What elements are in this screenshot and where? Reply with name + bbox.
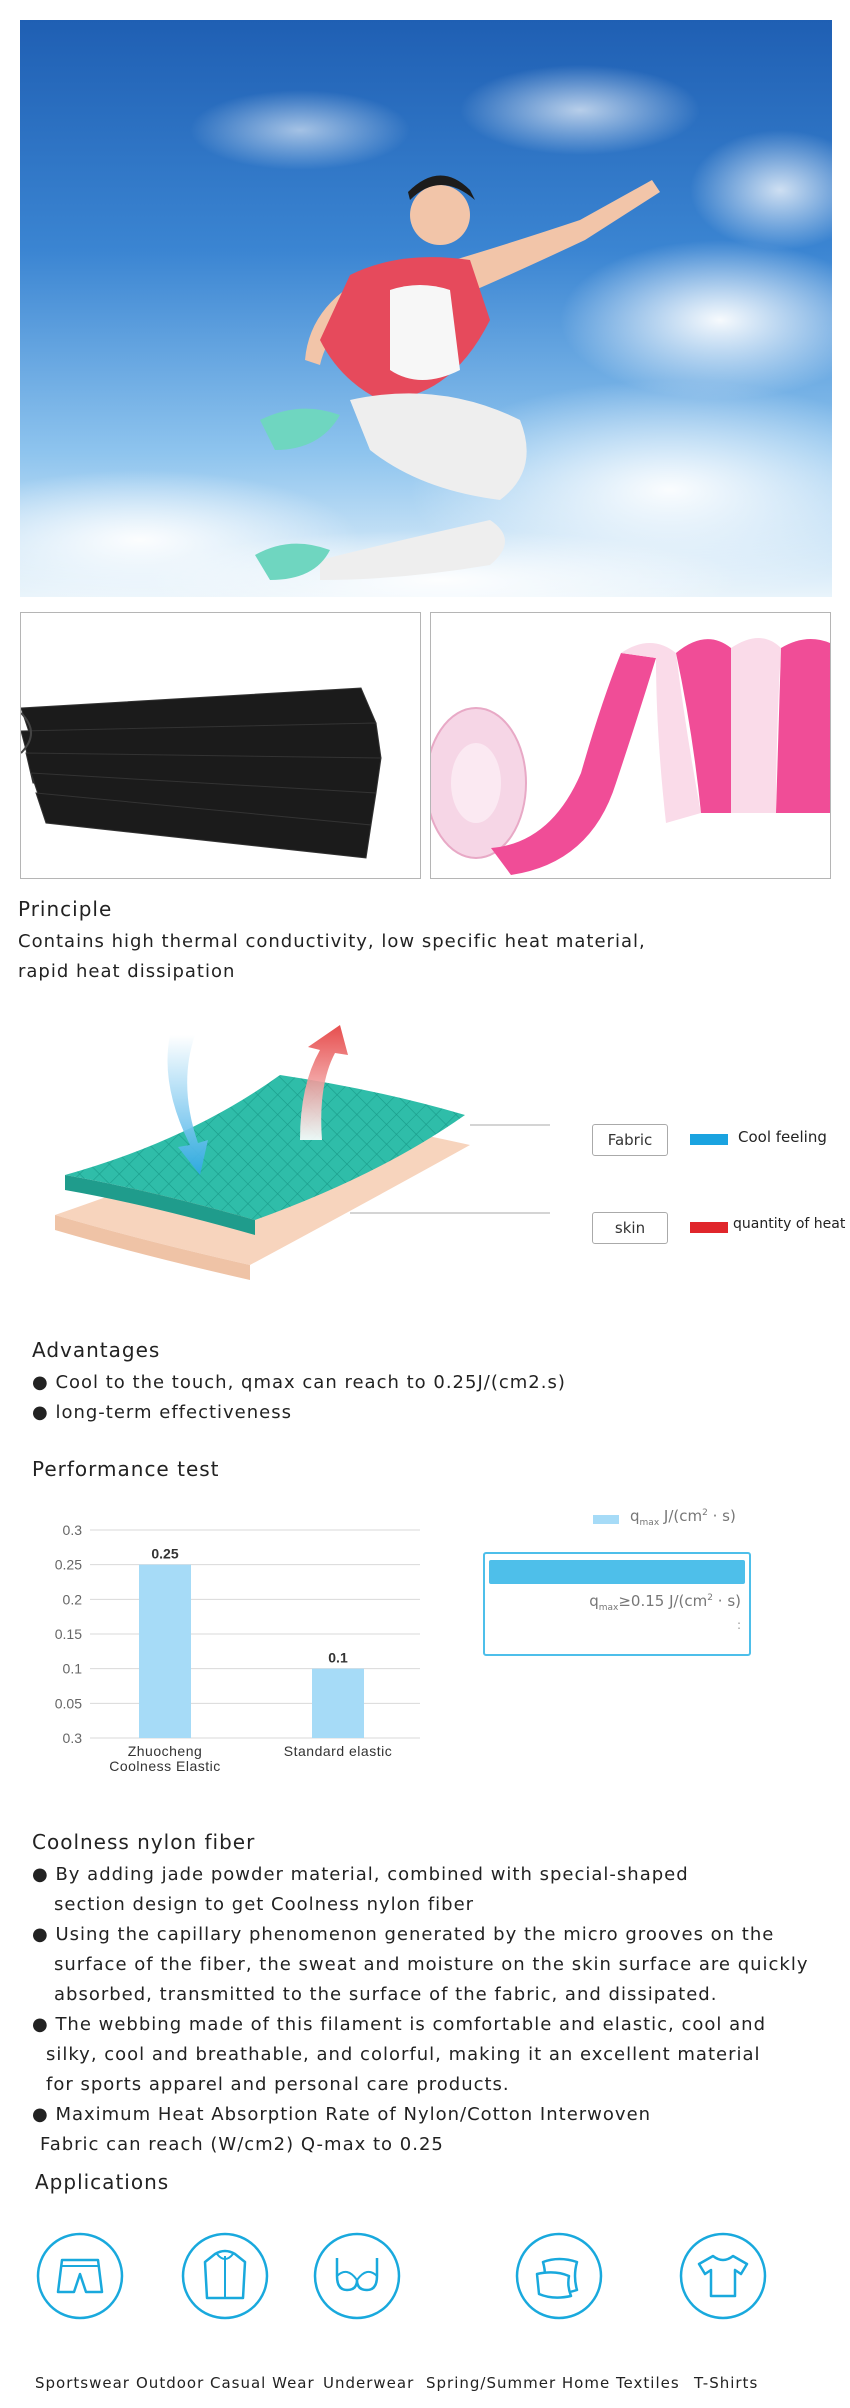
bar-value-label: 0.1: [328, 1649, 348, 1666]
fiber-item-3-line-3: for sports apparel and personal care products.: [46, 2074, 510, 2095]
fiber-item-2-line-3: absorbed, transmitted to the surface of the fabric, and dissipated.: [54, 1984, 718, 2005]
fiber-item-1: ● By adding jade powder material, combined with special-shaped section design to get Coolness nylon fiber: [32, 1860, 689, 1920]
bar: [312, 1669, 364, 1738]
jacket-icon: [181, 2232, 269, 2320]
advantage-item-2-text: long-term effectiveness: [55, 1402, 292, 1423]
app-label-home-textiles: Spring/Summer Home Textiles: [426, 2374, 680, 2392]
advantage-item-1: ● Cool to the touch, qmax can reach to 0.25J/(cm2.s): [32, 1372, 566, 1393]
bar-chart-svg: [40, 1500, 440, 1790]
jumping-woman-sky-illustration: [20, 20, 832, 597]
bar-value-label: 0.25: [151, 1545, 179, 1562]
app-label-outdoor-casual-wear: Outdoor Casual Wear: [136, 2374, 315, 2392]
fiber-item-2-line-1: Using the capillary phenomenon generated by the micro grooves on the: [55, 1924, 775, 1945]
fiber-item-4: ● Maximum Heat Absorption Rate of Nylon/Cotton Interwoven Fabric can reach (W/cm2) Q-max to 0.25: [32, 2100, 651, 2160]
qmax-box-header-bar: [489, 1560, 745, 1584]
bar: [139, 1565, 191, 1738]
y-tick-label: 0.25: [54, 1556, 82, 1573]
heat-swatch: [690, 1222, 728, 1233]
cool-feeling-swatch: [690, 1134, 728, 1145]
tshirt-icon: [679, 2232, 767, 2320]
y-tick-label: 0.2: [62, 1591, 82, 1608]
fiber-title: Coolness nylon fiber: [32, 1830, 256, 1854]
fiber-item-1-line-1: By adding jade powder material, combined with special-shaped: [55, 1864, 689, 1885]
chart-legend-swatch: [593, 1515, 619, 1524]
pink-printed-elastic-illustration: [431, 613, 830, 878]
box-sup: 2: [707, 1593, 714, 1603]
black-elastic-bands-photo: [20, 612, 421, 879]
fiber-item-3-line-2: silky, cool and breathable, and colorful, making it an excellent material: [46, 2044, 761, 2065]
black-elastic-bands-illustration: [21, 613, 420, 878]
fiber-item-4-line-2: Fabric can reach (W/cm2) Q-max to 0.25: [40, 2134, 444, 2155]
legend-unit: J/(cm: [659, 1507, 703, 1525]
box-rest: ≥0.15 J/(cm: [618, 1592, 708, 1610]
advantage-item-1-text: Cool to the touch, qmax can reach to 0.25J/(cm2.s): [55, 1372, 566, 1393]
fiber-item-3-line-1: The webbing made of this filament is comfortable and elastic, cool and: [55, 2014, 767, 2035]
box-q: q: [589, 1592, 599, 1610]
applications-title: Applications: [35, 2170, 170, 2194]
app-label-sportswear: Sportswear: [35, 2374, 130, 2392]
legend-tail: · s): [707, 1507, 736, 1525]
box-tail: · s): [713, 1592, 741, 1610]
y-tick-label: 0.15: [54, 1626, 82, 1642]
fabric-skin-diagram: [50, 1025, 840, 1295]
legend-sup: 2: [702, 1508, 708, 1518]
performance-bar-chart: [40, 1500, 440, 1790]
pink-printed-elastic-photo: [430, 612, 831, 879]
hero-image: [20, 20, 832, 597]
chart-legend-label: [630, 1507, 736, 1528]
fiber-item-4-line-1: Maximum Heat Absorption Rate of Nylon/Cotton Interwoven: [55, 2104, 652, 2125]
bra-icon: [313, 2232, 401, 2320]
principle-title: Principle: [18, 897, 113, 921]
y-tick-label: 0.3: [62, 1730, 82, 1746]
fabric-skin-illustration: [50, 1025, 840, 1295]
qmax-box-mark: :: [736, 1618, 741, 1632]
y-tick-label: 0.3: [62, 1522, 82, 1538]
y-tick-label: 0.1: [62, 1660, 82, 1677]
legend-max: max: [639, 1518, 660, 1528]
shorts-icon: [36, 2232, 124, 2320]
qmax-box-text: [589, 1592, 741, 1613]
x-category-label: Coolness Elastic: [109, 1758, 221, 1774]
skin-label: skin: [592, 1212, 668, 1244]
fiber-item-3: ● The webbing made of this filament is comfortable and elastic, cool and silky, cool and breathable, and colorful, making it an excellent material for sports apparel and personal care products.: [32, 2010, 766, 2100]
principle-text-line-1: Contains high thermal conductivity, low specific heat material,: [18, 931, 646, 952]
fabric-label: Fabric: [592, 1124, 668, 1156]
app-label-t-shirts: T-Shirts: [694, 2374, 759, 2392]
x-category-label: Zhuocheng: [127, 1743, 203, 1759]
y-tick-label: 0.05: [54, 1695, 82, 1712]
advantages-title: Advantages: [32, 1338, 161, 1362]
heat-legend: quantity of heat: [733, 1216, 846, 1232]
fiber-item-1-line-2: section design to get Coolness nylon fiber: [54, 1894, 475, 1915]
legend-q: q: [630, 1507, 640, 1525]
principle-text-line-2: rapid heat dissipation: [18, 961, 236, 982]
box-max: max: [598, 1603, 619, 1613]
pillow-icon: [515, 2232, 603, 2320]
x-category-label: Standard elastic: [283, 1743, 393, 1759]
qmax-standard-box: [483, 1552, 751, 1656]
advantage-item-2: ● long-term effectiveness: [32, 1402, 292, 1423]
app-label-underwear: Underwear: [323, 2374, 415, 2392]
fiber-item-2-line-2: surface of the fiber, the sweat and moisture on the skin surface are quickly: [54, 1954, 809, 1975]
fiber-item-2: ● Using the capillary phenomenon generated by the micro grooves on the surface of the fiber, the sweat and moisture on the skin surface are quickly absorbed, transmitted to the surface of the fabric, and dissipated.: [32, 1920, 809, 2010]
cool-feeling-legend: Cool feeling: [738, 1128, 827, 1146]
performance-title: Performance test: [32, 1457, 220, 1481]
